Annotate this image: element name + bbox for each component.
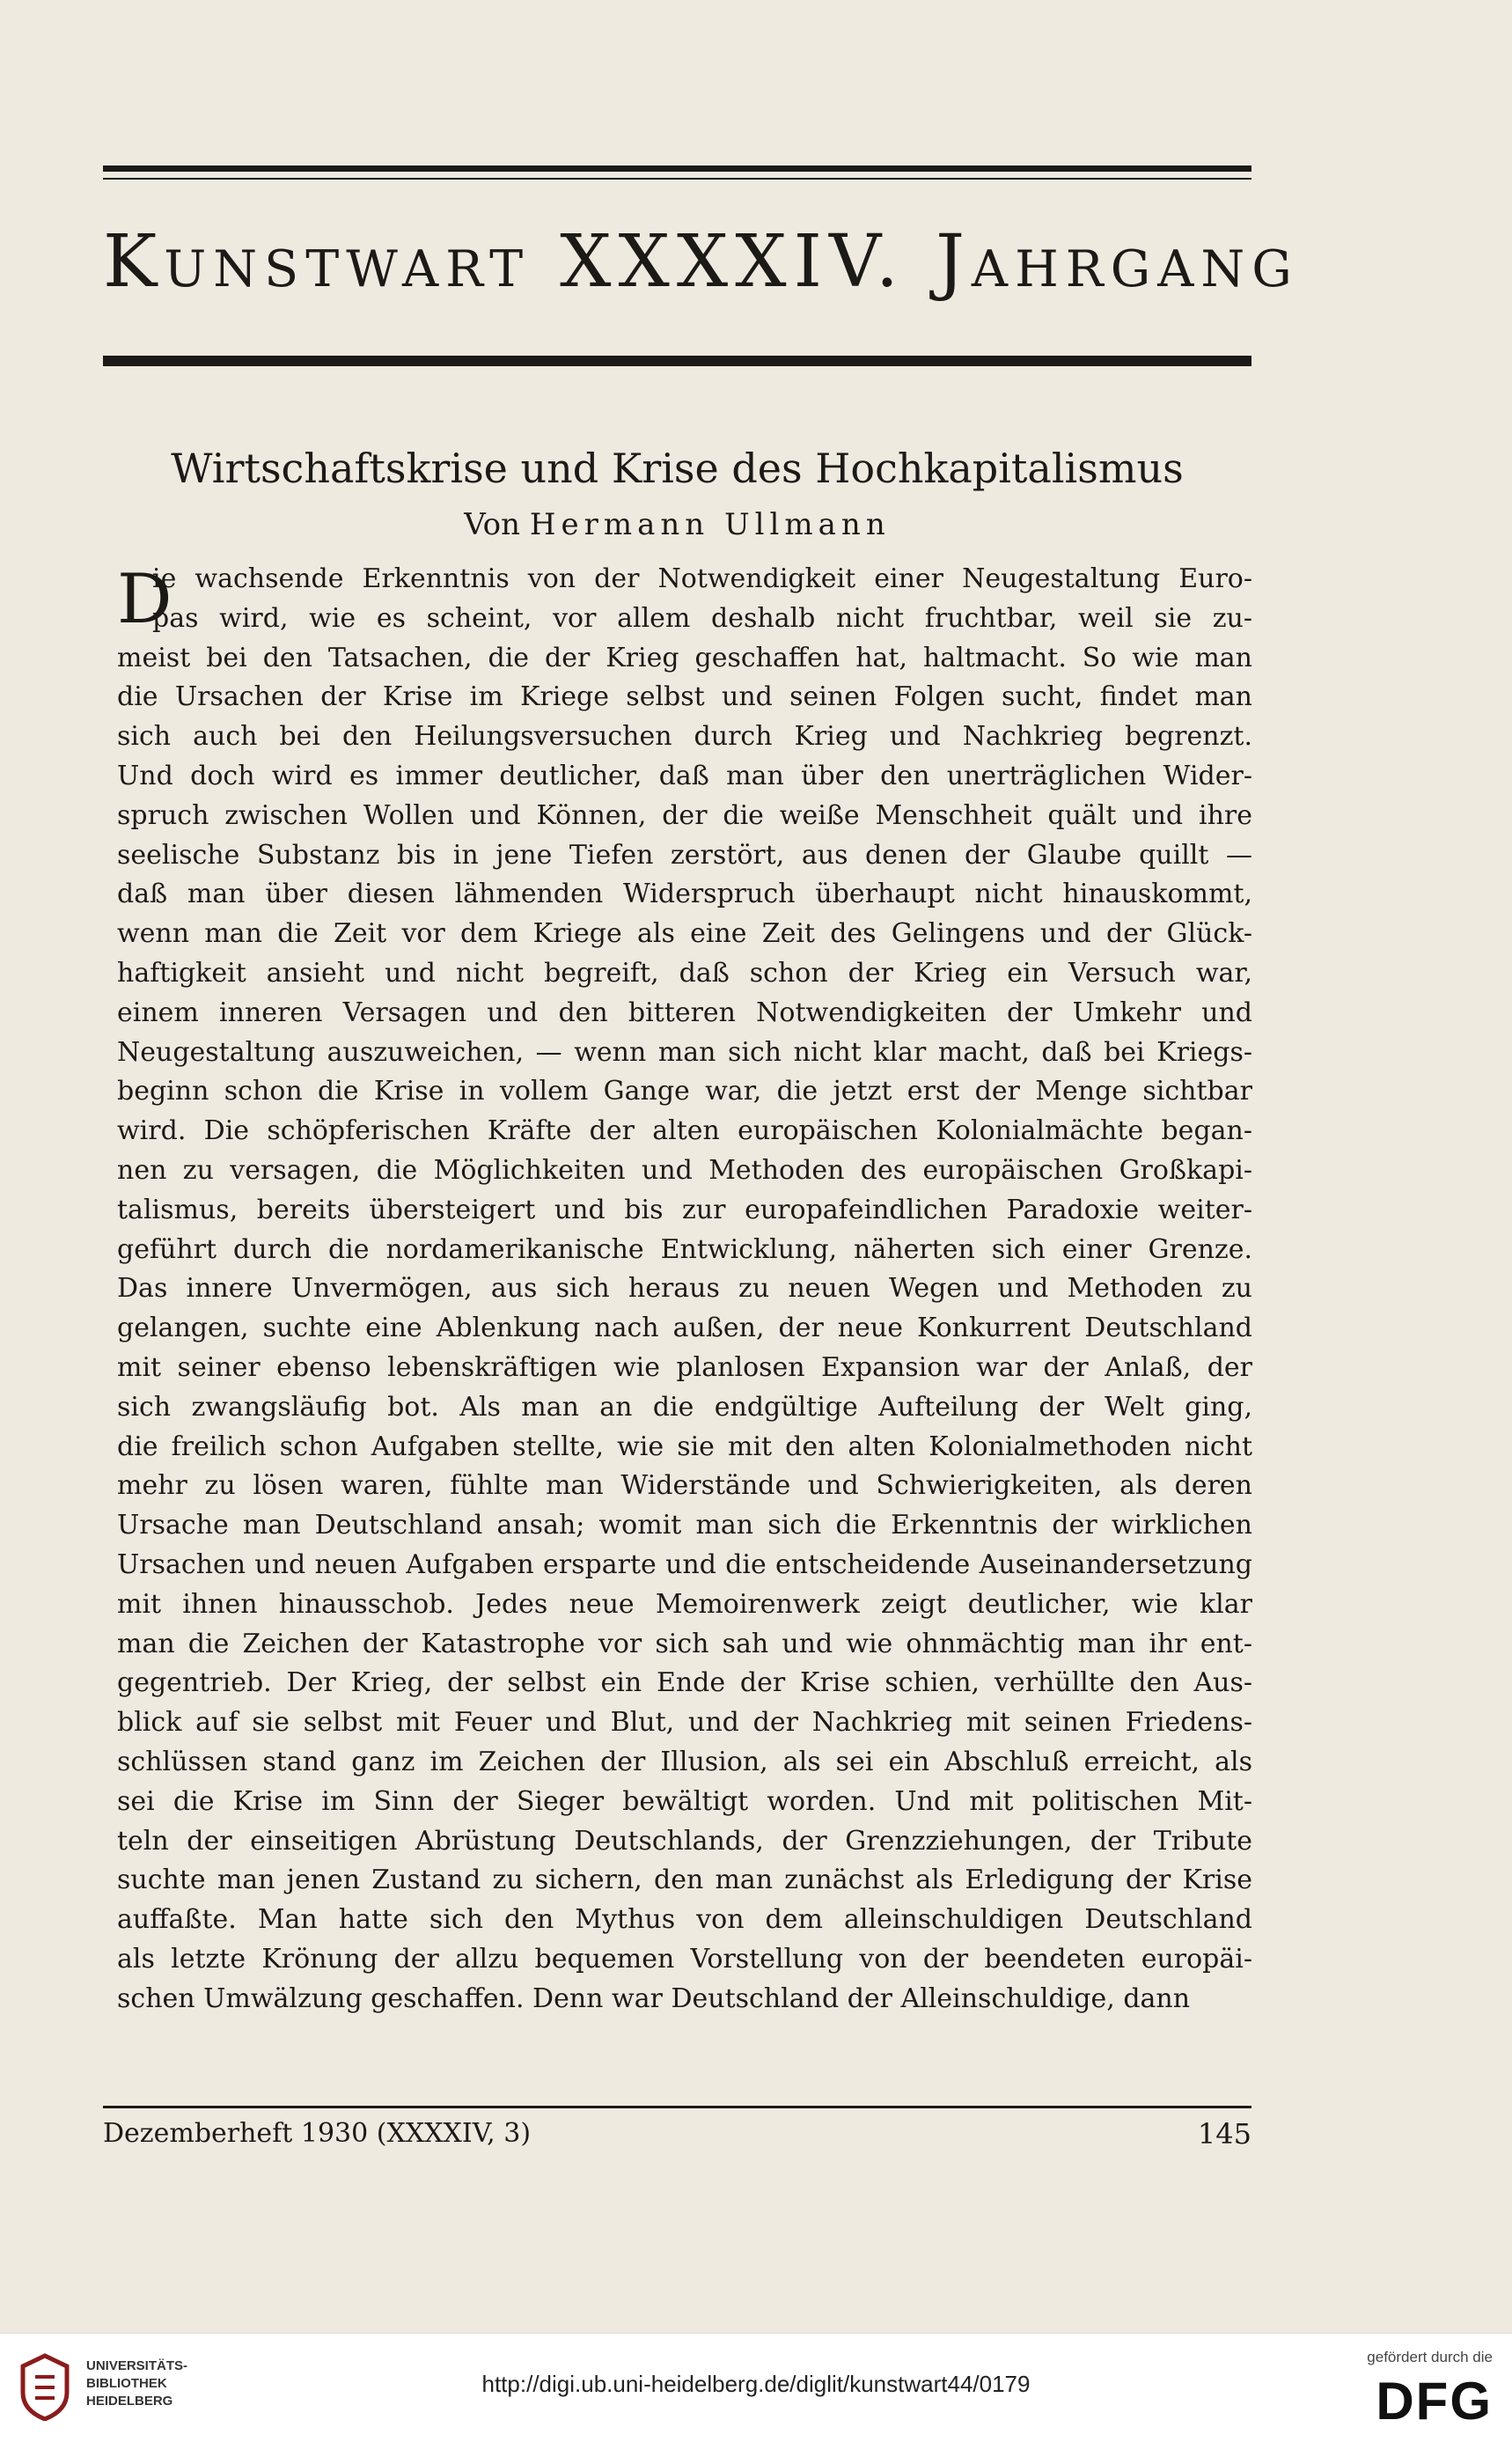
footer-rule xyxy=(103,2106,1251,2108)
issue-label: Dezemberheft 1930 (XXXXIV, 3) xyxy=(103,2118,532,2149)
text-line: daß man über diesen lähmenden Widerspruch überhaupt nicht hinauskommt, xyxy=(117,879,1252,910)
text-line: haftigkeit ansieht und nicht begreift, daß schon der Krieg ein Versuch war, xyxy=(117,957,1252,989)
text-line: sich zwangsläufig bot. Als man an die endgültige Aufteilung der Welt ging, xyxy=(117,1391,1252,1423)
text-line: gegentrieb. Der Krieg, der selbst ein Ende der Krise schien, verhüllte den Aus- xyxy=(117,1667,1252,1699)
text-line: die freilich schon Aufgaben stellte, wie sie mit den alten Kolonialmethoden nicht xyxy=(117,1431,1252,1462)
text-line: Ursachen und neuen Aufgaben ersparte und die entscheidende Auseinandersetzung xyxy=(117,1548,1252,1580)
text-line: auffaßte. Man hatte sich den Mythus von dem alleinschuldigen Deutschland xyxy=(117,1904,1252,1936)
top-rule-thin xyxy=(103,178,1251,180)
text-line: als letzte Krönung der allzu bequemen Vorstellung von der beendeten europäi- xyxy=(117,1943,1252,1975)
text-line: Und doch wird es immer deutlicher, daß man über den unerträglichen Wider- xyxy=(117,760,1252,791)
byline xyxy=(103,504,1251,546)
text-line: talismus, bereits übersteigert und bis zur europafeindlichen Paradoxie weiter- xyxy=(117,1194,1252,1225)
dfg-logo: DFG xyxy=(1376,2372,1493,2431)
magazine-title: Kunstwart XXXXIV. Jahrgang xyxy=(103,220,1299,304)
institution-line: UNIVERSITÄTS- xyxy=(86,2358,188,2373)
text-line: einem inneren Versagen und den bitteren Notwendigkeiten der Umkehr und xyxy=(117,997,1252,1028)
text-line: wird. Die schöpferischen Kräfte der alten europäischen Kolonialmächte began- xyxy=(117,1115,1252,1147)
funding-label: gefördert durch die xyxy=(1367,2349,1493,2365)
text-line: blick auf sie selbst mit Feuer und Blut, und der Nachkrieg mit seinen Friedens- xyxy=(117,1707,1252,1739)
article-title: Wirtschaftskrise und Krise des Hochkapitalismus xyxy=(171,445,1184,492)
text-line: Das innere Unvermögen, aus sich heraus zu neuen Wegen und Methoden zu xyxy=(117,1273,1252,1305)
text-line: sei die Krise im Sinn der Sieger bewältigt worden. Und mit politischen Mit- xyxy=(117,1785,1252,1817)
text-line: nen zu versagen, die Möglichkeiten und Methoden des europäischen Großkapi- xyxy=(117,1154,1252,1186)
text-line: mit ihnen hinausschob. Jedes neue Memoirenwerk zeigt deutlicher, wie klar xyxy=(117,1588,1252,1620)
text-line: suchte man jenen Zustand zu sichern, den man zunächst als Erledigung der Krise xyxy=(117,1865,1252,1896)
institution-line: HEIDELBERG xyxy=(86,2394,173,2409)
text-line: seelische Substanz bis in jene Tiefen zerstört, aus denen der Glaube quillt — xyxy=(117,839,1252,871)
text-line: mit seiner ebenso lebenskräftigen wie planlosen Expansion war der Anlaß, der xyxy=(117,1351,1252,1383)
top-rule-thick xyxy=(103,165,1251,172)
page-number: 145 xyxy=(1197,2117,1251,2151)
author-name: Hermann Ullmann xyxy=(529,507,891,542)
title-underline-rule xyxy=(103,356,1251,366)
institution-line: BIBLIOTHEK xyxy=(86,2376,167,2391)
text-line: mehr zu lösen waren, fühlte man Widerstände und Schwierigkeiten, als deren xyxy=(117,1470,1252,1502)
text-line: Neugestaltung auszuweichen, — wenn man sich nicht klar macht, daß bei Kriegs- xyxy=(117,1036,1252,1068)
drop-cap: D xyxy=(117,560,172,639)
text-line: schen Umwälzung geschaffen. Denn war Deutschland der Alleinschuldige, dann xyxy=(117,1982,1191,2014)
article-body xyxy=(117,560,1252,2019)
text-line: gelangen, suchte eine Ablenkung nach außen, der neue Konkurrent Deutschland xyxy=(117,1313,1252,1344)
text-line: beginn schon die Krise in vollem Gange war, die jetzt erst der Menge sichtbar xyxy=(117,1076,1252,1107)
text-line: ie wachsende Erkenntnis von der Notwendigkeit einer Neugestaltung Euro- xyxy=(152,563,1252,594)
text-line: schlüssen stand ganz im Zeichen der Illusion, als sei ein Abschluß erreicht, als xyxy=(117,1746,1252,1777)
text-line: geführt durch die nordamerikanische Entwicklung, näherten sich einer Grenze. xyxy=(117,1233,1252,1265)
text-line: sich auch bei den Heilungsversuchen durch Krieg und Nachkrieg begrenzt. xyxy=(117,721,1252,753)
text-line: pas wird, wie es scheint, vor allem deshalb nicht fruchtbar, weil sie zu- xyxy=(152,602,1252,634)
text-line: spruch zwischen Wollen und Können, der die weiße Menschheit quält und ihre xyxy=(117,799,1252,831)
text-line: meist bei den Tatsachen, die der Krieg geschaffen hat, haltmacht. So wie man xyxy=(117,642,1252,673)
byline-prefix: Von xyxy=(464,507,521,542)
text-line: die Ursachen der Krise im Kriege selbst und seinen Folgen sucht, findet man xyxy=(117,681,1252,713)
text-line: man die Zeichen der Katastrophe vor sich sah und wie ohnmächtig man ihr ent- xyxy=(117,1628,1252,1659)
text-line: wenn man die Zeit vor dem Kriege als eine Zeit des Gelingens und der Glück- xyxy=(117,918,1252,950)
text-line: teln der einseitigen Abrüstung Deutschlands, der Grenzziehungen, der Tribute xyxy=(117,1825,1252,1857)
text-line: Ursache man Deutschland ansah; womit man sich die Erkenntnis der wirklichen xyxy=(117,1510,1252,1541)
source-url-link[interactable]: http://digi.ub.uni-heidelberg.de/diglit/kunstwart44/0179 xyxy=(481,2371,1031,2397)
